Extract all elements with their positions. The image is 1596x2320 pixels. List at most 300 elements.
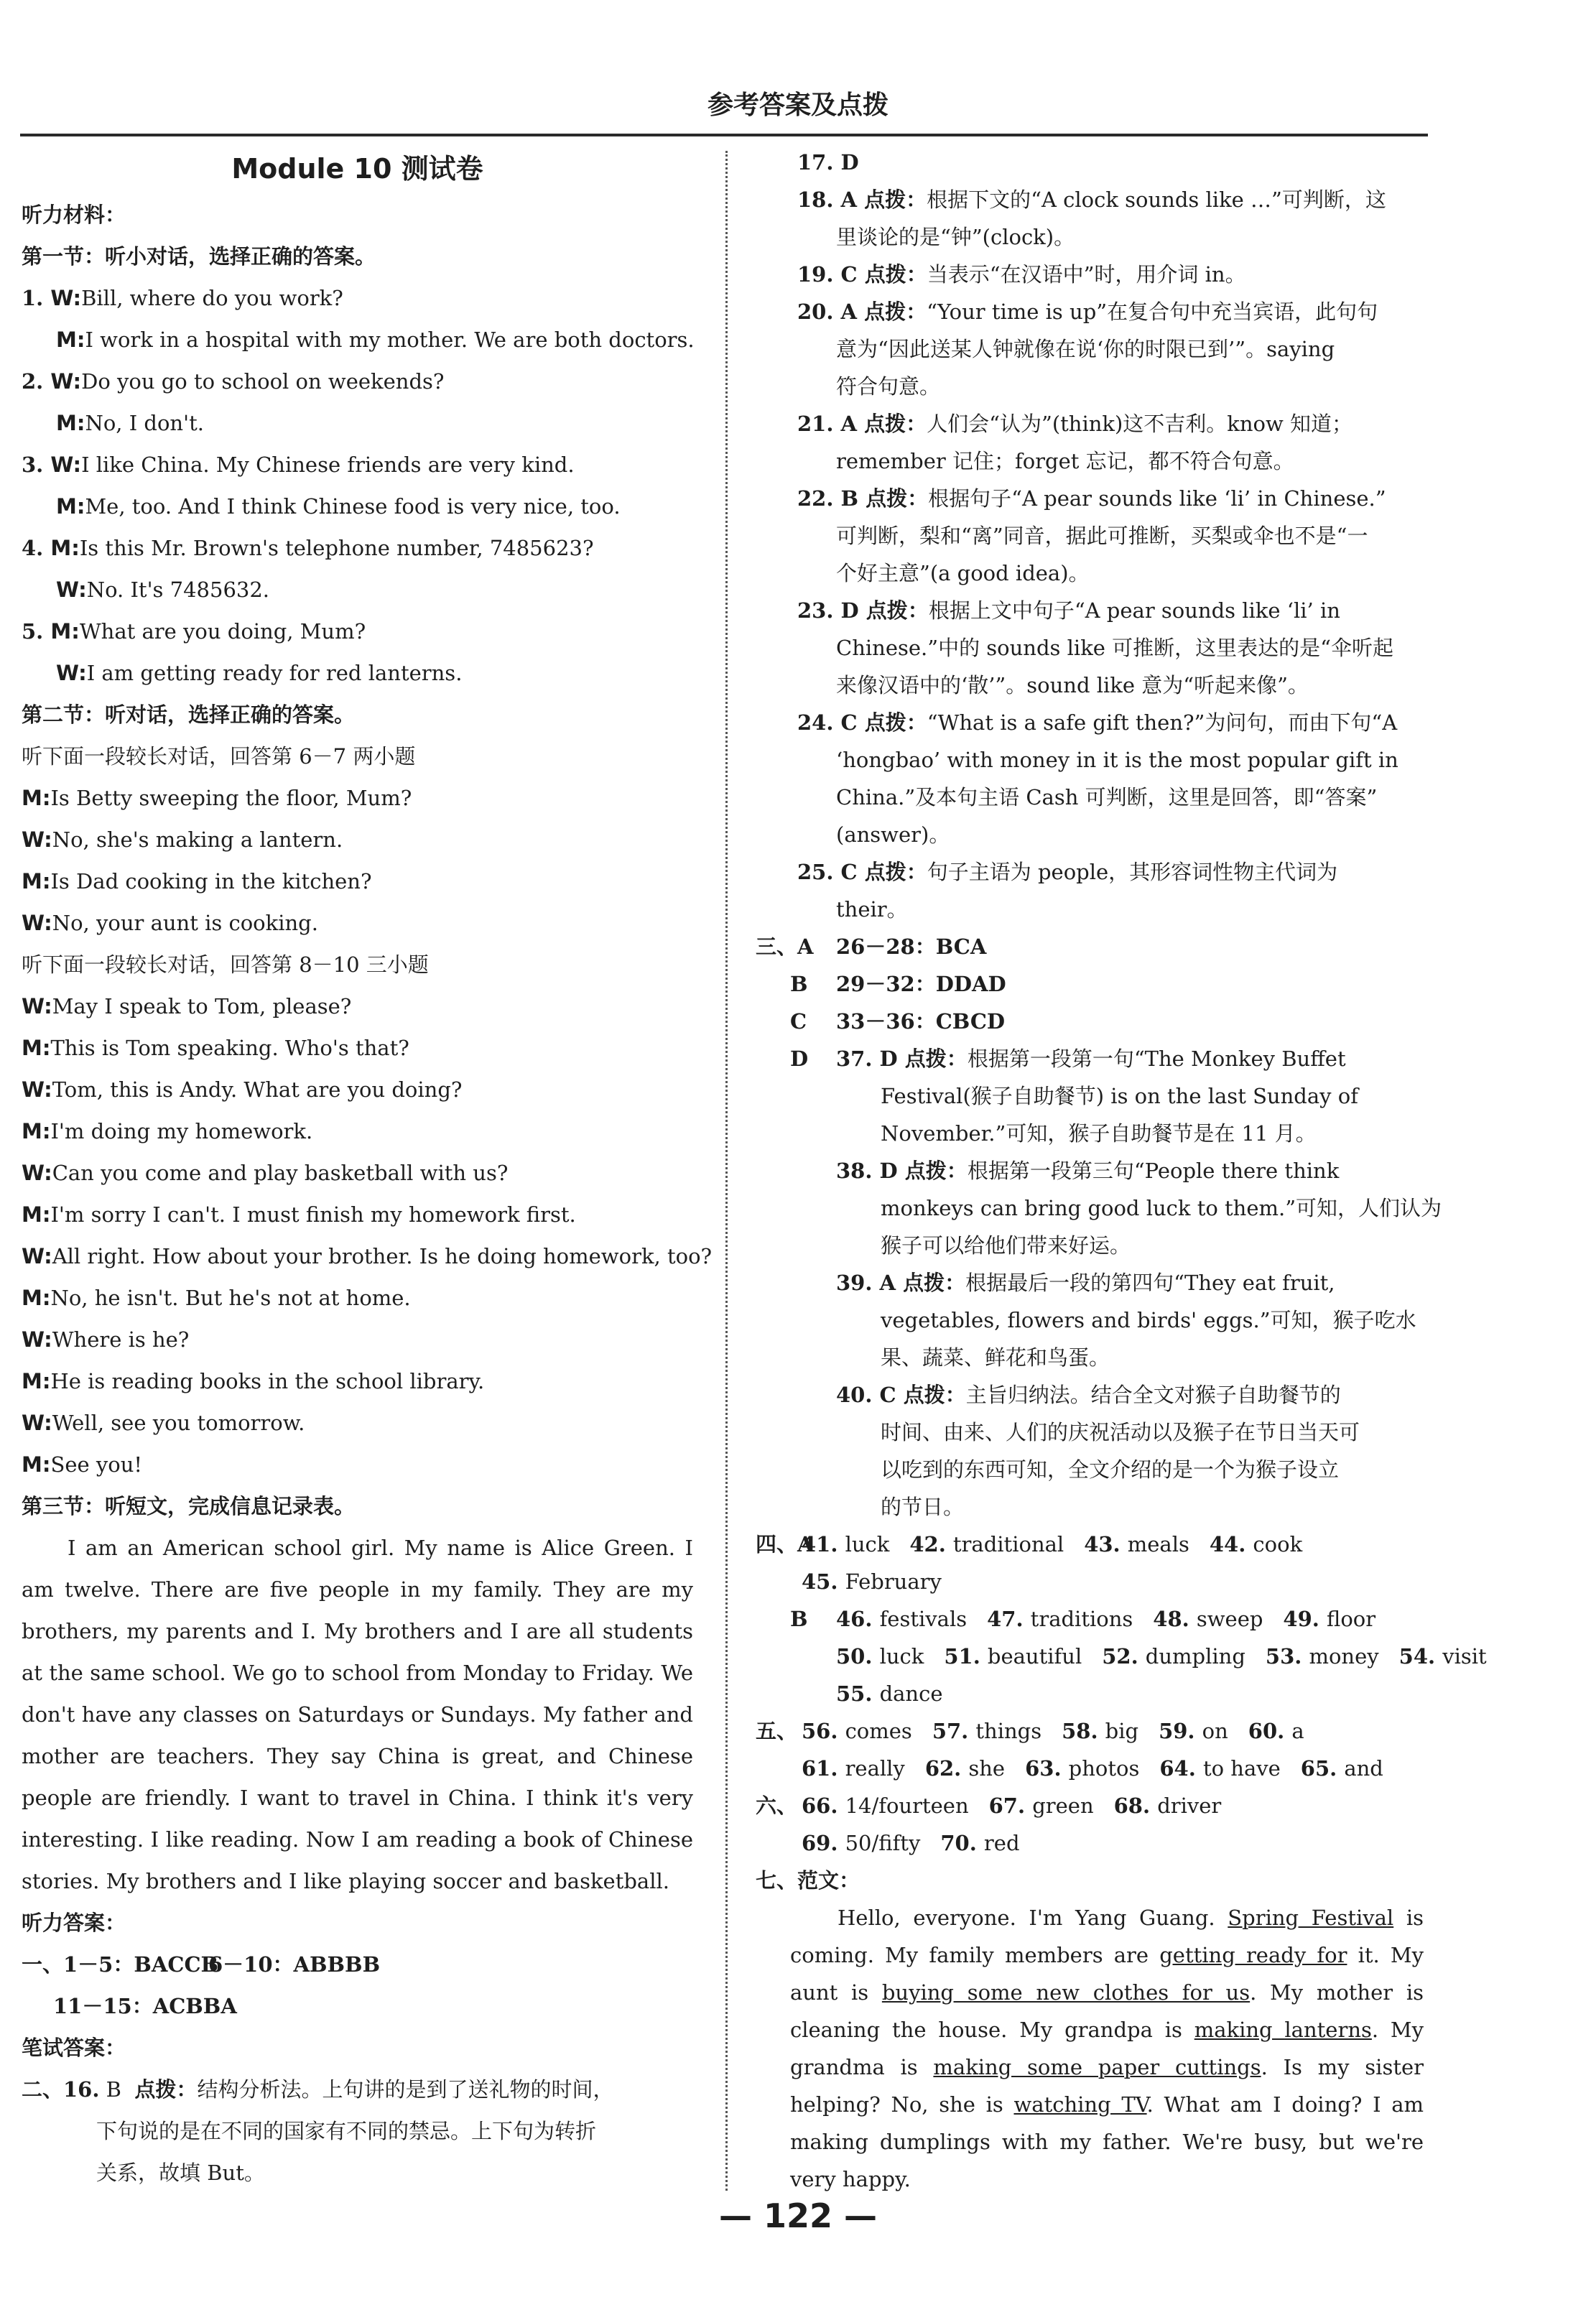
- section4b-line: [756, 1600, 1424, 1638]
- tip-keyword: 点拨：: [864, 860, 927, 884]
- q39-line: [756, 1264, 1424, 1301]
- dialogue-line: [22, 569, 693, 611]
- key-answer: [802, 1563, 942, 1600]
- section7-heading: 七、范文：: [756, 1868, 860, 1893]
- answer-word: really: [845, 1756, 905, 1781]
- answer-number: 64.: [1159, 1756, 1203, 1781]
- question-number: 3.: [22, 453, 51, 477]
- answer-number: 65.: [1300, 1756, 1345, 1781]
- essay-text: . My grandma is: [790, 2018, 1424, 2079]
- answer-word: festivals: [879, 1607, 968, 1631]
- tip-text: 根据句子“A pear sounds like ‘li’ in Chinese.”: [928, 486, 1386, 511]
- dialogue-text: Is this Mr. Brown's telephone number, 7485623?: [79, 536, 594, 560]
- tip-keyword: 点拨：: [864, 710, 927, 735]
- speaker-label: M:: [56, 494, 85, 519]
- key-answer: [1248, 1712, 1304, 1750]
- answer-word: 50/fifty: [845, 1831, 921, 1855]
- dialogue-line: [22, 319, 693, 361]
- dialogue-line: [22, 1402, 693, 1444]
- q21-line: remember 记住；forget 忘记，都不符合句意。: [836, 449, 1294, 473]
- q20-line: [756, 293, 1424, 330]
- answer-word: she: [968, 1756, 1006, 1781]
- speaker-label: W:: [22, 1161, 52, 1185]
- answer-number: 61.: [802, 1756, 845, 1781]
- answer-word: green: [1032, 1794, 1094, 1818]
- key-answer: [1114, 1787, 1222, 1824]
- key-answer: [1025, 1750, 1139, 1787]
- q39-line: vegetables, flowers and birds' eggs.”可知，猴子吃水: [881, 1308, 1416, 1332]
- dialogue-text: What are you doing, Mum?: [79, 619, 366, 644]
- key-answer: [836, 1600, 967, 1638]
- underlined-phrase: buying some new clothes for us: [881, 1980, 1251, 2005]
- left-column: [22, 144, 713, 2194]
- answer-range: 29－32：DDAD: [836, 972, 1006, 996]
- speaker-label: W:: [22, 911, 52, 935]
- speaker-label: M:: [22, 1202, 51, 1227]
- answer-word: luck: [879, 1644, 924, 1669]
- answer-number: 50.: [836, 1644, 880, 1669]
- q37-line: November.”可知，猴子自助餐节是在 11 月。: [881, 1121, 1317, 1146]
- q16-line-3: 关系，故填 But。: [96, 2161, 265, 2185]
- section6-line: [756, 1787, 1424, 1824]
- dialogue-text: All right. How about your brother. Is he doing homework, too?: [52, 1244, 713, 1268]
- tip-keyword: 点拨：: [866, 598, 929, 623]
- essay-text: it. My aunt is: [790, 1943, 1424, 2005]
- speaker-label: W:: [56, 577, 87, 602]
- underlined-phrase: making some paper cuttings: [933, 2055, 1261, 2079]
- q21-line: [756, 405, 1424, 442]
- q39-line: 果、蔬菜、鲜花和鸟蛋。: [881, 1345, 1110, 1370]
- dialogue-text: I'm sorry I can't. I must finish my homework first.: [50, 1202, 576, 1227]
- section4b-line: [756, 1638, 1487, 1675]
- key-answer: [836, 1675, 943, 1712]
- answer-number: 51.: [944, 1644, 988, 1669]
- answer-number: 44.: [1209, 1532, 1253, 1556]
- key-answer: [802, 1750, 905, 1787]
- key-answer: [1301, 1750, 1383, 1787]
- listening-answers-heading: 听力答案：: [22, 1911, 126, 1935]
- q40-line: [756, 1376, 1424, 1414]
- speaker-label: M:: [22, 1036, 51, 1060]
- dialogue-text: This is Tom speaking. Who's that?: [50, 1036, 409, 1060]
- answer-label: 39. A: [836, 1271, 904, 1295]
- dialogue-text: No, he isn't. But he's not at home.: [50, 1286, 411, 1310]
- tip-keyword: 点拨：: [903, 1383, 966, 1407]
- key-answer: [925, 1750, 1005, 1787]
- dialogue-text: May I speak to Tom, please?: [52, 994, 352, 1019]
- answer-label: 24. C: [797, 710, 865, 735]
- tip-text: 当表示“在汉语中”时，用介词 in。: [927, 262, 1246, 287]
- dialogue-line: [22, 1319, 693, 1360]
- tip-text: “What is a safe gift then?”为问句，而由下句“A: [927, 710, 1398, 735]
- section-label: 六、: [756, 1794, 798, 1818]
- tip-text: 人们会“认为”(think)这不吉利。know 知道；: [927, 412, 1353, 436]
- dialogue-text: Me, too. And I think Chinese food is very nice, too.: [85, 494, 621, 519]
- section-label: 三、A: [756, 934, 814, 959]
- q23-line: Chinese.”中的 sounds like 可推断，这里表达的是“伞听起: [836, 636, 1393, 660]
- tip-text: 主旨归纳法。结合全文对猴子自助餐节的: [965, 1383, 1341, 1407]
- dialogue-line: [22, 1235, 713, 1277]
- q37-line: [756, 1040, 1424, 1077]
- speaker-label: M:: [50, 536, 80, 560]
- key-answer: [944, 1638, 1082, 1675]
- answer-number: 43.: [1084, 1532, 1128, 1556]
- key-answer: [836, 1638, 924, 1675]
- answer-word: traditions: [1030, 1607, 1133, 1631]
- answer-label: 17. D: [797, 150, 859, 175]
- answer-number: 55.: [836, 1681, 880, 1706]
- dialogue-text: No, your aunt is cooking.: [52, 911, 318, 935]
- answer-label: 19. C: [797, 262, 865, 287]
- dialogue-line: [22, 819, 693, 860]
- tip-text: “Your time is up”在复合句中充当宾语，此句句: [927, 300, 1378, 324]
- section-label: 五、: [756, 1719, 798, 1743]
- speaker-label: M:: [22, 1452, 51, 1477]
- tip-keyword: 点拨：: [864, 412, 927, 436]
- dialogue-text: Is Betty sweeping the floor, Mum?: [50, 786, 412, 810]
- key-answer: [1399, 1638, 1487, 1675]
- key-answer: [802, 1824, 920, 1862]
- answer-label: 23. D: [797, 598, 866, 623]
- answer-number: 63.: [1025, 1756, 1069, 1781]
- dialogue-text: I like China. My Chinese friends are very kind.: [81, 453, 575, 477]
- dialogue-text: I'm doing my homework.: [50, 1119, 313, 1143]
- tip-text: 根据第一段第一句“The Monkey Buffet: [967, 1047, 1346, 1071]
- dialogue-line: [22, 486, 693, 527]
- answer-range: 26－28：BCA: [836, 934, 987, 959]
- dialogue-text: He is reading books in the school library.: [50, 1369, 485, 1393]
- section3-answer-line: [756, 928, 1424, 965]
- dialogue-line: [22, 402, 693, 444]
- key-answer: [1283, 1600, 1375, 1638]
- dialogue-text: Tom, this is Andy. What are you doing?: [52, 1077, 463, 1102]
- key-answer: [1153, 1600, 1263, 1638]
- speaker-label: W:: [50, 286, 82, 310]
- answer-word: to have: [1202, 1756, 1281, 1781]
- dialogue-line: [22, 985, 693, 1027]
- dialogue-line: [22, 1444, 693, 1485]
- written-answers-heading: 笔试答案：: [22, 2036, 126, 2060]
- answer-number: 48.: [1153, 1607, 1197, 1631]
- speaker-label: W:: [22, 1244, 52, 1268]
- q20-line: 符合句意。: [836, 374, 941, 399]
- page-number: — 122 —: [718, 2196, 878, 2235]
- listening-answers-line-1: 一、1－5：BACCB6－10：ABBBB: [22, 1952, 381, 1977]
- answer-number: 67.: [988, 1794, 1033, 1818]
- answer-number: 53.: [1265, 1644, 1309, 1669]
- answer-word: luck: [845, 1532, 890, 1556]
- dialogue-text: Do you go to school on weekends?: [81, 369, 445, 394]
- module-title: Module 10 测试卷: [231, 153, 483, 185]
- q22-line: 个好主意”(a good idea)。: [836, 561, 1090, 585]
- dialogue-line: [22, 652, 693, 694]
- section1-heading: 第一节：听小对话，选择正确的答案。: [22, 244, 376, 269]
- q19-line: [756, 256, 1424, 293]
- q40-line: 的节日。: [881, 1495, 965, 1519]
- speaker-label: M:: [50, 619, 80, 644]
- question-number: 2.: [22, 369, 51, 394]
- dialogue-line: [22, 1194, 693, 1235]
- dialogue-line: [22, 777, 693, 819]
- answer-word: and: [1344, 1756, 1383, 1781]
- answer-word: dumpling: [1145, 1644, 1245, 1669]
- question-number: 5.: [22, 619, 51, 644]
- essay-text: . My mother is cleaning the house. My grandpa is: [790, 1980, 1424, 2042]
- q24-line: ‘hongbao’ with money in it is the most popular gift in: [836, 748, 1398, 772]
- speaker-label: M:: [22, 1286, 51, 1310]
- dialogue-line: [22, 860, 693, 902]
- tip-keyword: 点拨：: [864, 187, 927, 212]
- section4a-line: [756, 1526, 1424, 1563]
- q17-line: [756, 144, 1424, 181]
- key-answer: [1210, 1526, 1302, 1563]
- speaker-label: W:: [56, 661, 87, 685]
- dialogue-line: [22, 1069, 693, 1110]
- dialogue-line: [22, 1110, 693, 1152]
- answer-number: 45.: [802, 1569, 845, 1594]
- column-divider: [725, 151, 728, 2191]
- answer-word: red: [983, 1831, 1020, 1855]
- tip-keyword: 点拨：: [904, 1047, 968, 1071]
- answer-number: 69.: [802, 1831, 845, 1855]
- section6-line: [756, 1824, 1424, 1862]
- speaker-label: W:: [22, 1077, 52, 1102]
- dialogue-text: Where is he?: [52, 1327, 190, 1352]
- answer-word: dance: [879, 1681, 943, 1706]
- tip-keyword: 点拨：: [903, 1271, 966, 1295]
- speaker-label: M:: [56, 411, 85, 435]
- answer-number: 46.: [836, 1607, 880, 1631]
- question-number: 1.: [22, 286, 51, 310]
- speaker-label: W:: [22, 1411, 52, 1435]
- answer-number: 62.: [924, 1756, 969, 1781]
- tip-text: 根据最后一段的第四句“They eat fruit,: [965, 1271, 1335, 1295]
- answer-word: photos: [1068, 1756, 1140, 1781]
- dialogue-line: [22, 444, 693, 486]
- listening-heading: 听力材料：: [22, 203, 126, 227]
- answer-label: 25. C: [797, 860, 865, 884]
- section4a-line: [756, 1563, 1424, 1600]
- answer-range: 33－36：CBCD: [836, 1009, 1006, 1034]
- answer-word: visit: [1442, 1644, 1487, 1669]
- tip-keyword: 点拨：: [864, 262, 927, 287]
- tip-keyword: 点拨：: [866, 486, 929, 511]
- underlined-phrase: Spring Festival: [1228, 1906, 1394, 1930]
- key-answer: [932, 1712, 1041, 1750]
- answer-number: 70.: [940, 1831, 984, 1855]
- answer-word: February: [845, 1569, 942, 1594]
- answer-number: 59.: [1159, 1719, 1202, 1743]
- key-answer: [802, 1712, 912, 1750]
- underlined-phrase: making lanterns: [1194, 2018, 1372, 2042]
- dialogue-text: Bill, where do you work?: [81, 286, 343, 310]
- q23-line: 来像汉语中的‘散’”。sound like 意为“听起来像”。: [836, 673, 1309, 697]
- q22-line: 可判断，梨和“离”同音，据此可推断，买梨或伞也不是“一: [836, 524, 1368, 548]
- key-answer: [802, 1526, 889, 1563]
- section-label: 四、A: [756, 1532, 814, 1556]
- answer-number: 41.: [802, 1532, 845, 1556]
- header-rule: [20, 134, 1428, 136]
- q40-line: 时间、由来、人们的庆祝活动以及猴子在节日当天可: [881, 1420, 1360, 1444]
- key-answer: [909, 1526, 1064, 1563]
- key-answer: [1084, 1526, 1189, 1563]
- section-label: D: [790, 1047, 809, 1071]
- tip-text: 根据下文的“A clock sounds like …”可判断，这: [927, 187, 1386, 212]
- dialogue-line: [22, 1027, 693, 1069]
- answer-number: 42.: [909, 1532, 953, 1556]
- dialogue-line: [22, 277, 693, 319]
- question-number: 4.: [22, 536, 51, 560]
- answer-label: 18. A: [797, 187, 865, 212]
- essay-text: . What am I doing? I am making dumplings with my father. We're busy, but we're very happy.: [790, 2092, 1424, 2191]
- right-column: [756, 144, 1487, 2198]
- answer-word: meals: [1127, 1532, 1189, 1556]
- key-answer: [1102, 1638, 1245, 1675]
- dialogue-text: Well, see you tomorrow.: [52, 1411, 305, 1435]
- dialogue-text: Can you come and play basketball with us?: [52, 1161, 509, 1185]
- section-label: C: [790, 1009, 807, 1034]
- answer-word: money: [1309, 1644, 1379, 1669]
- section3-heading: 第三节：听短文，完成信息记录表。: [22, 1494, 356, 1518]
- answer-number: 66.: [802, 1794, 845, 1818]
- speaker-label: M:: [56, 328, 85, 352]
- answer-word: traditional: [952, 1532, 1064, 1556]
- dialogue-text: I work in a hospital with my mother. We are both doctors.: [85, 328, 695, 352]
- dialogue-line: [22, 1152, 693, 1194]
- dialogue-line: [22, 611, 693, 652]
- q18-line: [756, 181, 1424, 218]
- dialogue-line: [22, 902, 693, 944]
- dialogue-2: [22, 985, 713, 1485]
- dialogue-line: [22, 1360, 693, 1402]
- q38-line: monkeys can bring good luck to them.”可知，人们认为: [881, 1196, 1442, 1220]
- essay-text: Hello, everyone. I'm Yang Guang.: [838, 1906, 1228, 1930]
- tip-text: 根据第一段第三句“People there think: [967, 1159, 1340, 1183]
- answer-number: 56.: [802, 1719, 845, 1743]
- underlined-phrase: getting ready for: [1159, 1943, 1347, 1967]
- answer-label: 21. A: [797, 412, 865, 436]
- q24-line: (answer)。: [836, 822, 950, 847]
- q25-line: their。: [836, 897, 908, 922]
- answer-word: cook: [1253, 1532, 1303, 1556]
- key-answer: [987, 1600, 1133, 1638]
- dialogue-text: Is Dad cooking in the kitchen?: [50, 869, 372, 894]
- q38-line: 猴子可以给他们带来好运。: [881, 1233, 1131, 1258]
- answer-number: 52.: [1102, 1644, 1146, 1669]
- q40-line: 以吃到的东西可知，全文介绍的是一个为猴子设立: [881, 1457, 1340, 1482]
- section2-intro-1: 听下面一段较长对话，回答第 6－7 两小题: [22, 744, 416, 769]
- key-answer: [989, 1787, 1094, 1824]
- speaker-label: M:: [22, 1119, 51, 1143]
- speaker-label: W:: [50, 453, 82, 477]
- key-answer: [802, 1787, 969, 1824]
- page-header: 参考答案及点拨: [707, 91, 889, 120]
- speaker-label: W:: [22, 1327, 52, 1352]
- dialogue-text: No. It's 7485632.: [86, 577, 270, 602]
- answer-word: comes: [845, 1719, 912, 1743]
- answer-word: things: [975, 1719, 1042, 1743]
- answer-word: big: [1105, 1719, 1139, 1743]
- q25-line: [756, 853, 1424, 891]
- essay-text: is coming. My family members are: [790, 1906, 1424, 1967]
- dialogue-1: [22, 777, 693, 944]
- q16-line-1: 二、16. B 点拨：结构分析法。上句讲的是到了送礼物的时间，: [22, 2077, 614, 2102]
- section3-answer-line: [756, 1003, 1424, 1040]
- answer-number: 60.: [1248, 1719, 1292, 1743]
- speaker-label: W:: [22, 994, 52, 1019]
- answer-word: beautiful: [987, 1644, 1082, 1669]
- q16-line-2: 下句说的是在不同的国家有不同的禁忌。上下句为转折: [96, 2119, 597, 2143]
- q24-line: [756, 704, 1424, 741]
- answer-label: 22. B: [797, 486, 866, 511]
- dialogue-line: [22, 1277, 693, 1319]
- q18-line: 里谈论的是“钟”(clock)。: [836, 225, 1075, 249]
- q23-line: [756, 592, 1424, 629]
- model-essay: [756, 1899, 1424, 2198]
- section4b-line: [756, 1675, 1424, 1712]
- listening-passage: I am an American school girl. My name is Alice Green. I am twelve. There are five people in my family. They are my brothers, my parents and I. My brothers and I are all students at the same school. We go to school from Monday to Friday. We don't have any classes on Saturdays or Sundays. My father and mother are teachers. They say China is great, and Chinese people are friendly. I want to travel in China. I think it's very interesting. I like reading. Now I am reading a book of Chinese stories. My brothers and I like playing soccer and basketball.: [22, 1536, 693, 1893]
- section2-heading: 第二节：听对话，选择正确的答案。: [22, 702, 356, 727]
- q38-line: [756, 1152, 1424, 1189]
- section5-line: [756, 1750, 1424, 1787]
- essay-text: . Is my sister helping? No, she is: [790, 2055, 1424, 2117]
- key-answer: [1266, 1638, 1379, 1675]
- dialogue-text: No, she's making a lantern.: [52, 827, 343, 852]
- section5-line: [756, 1712, 1424, 1750]
- answer-label: 38. D: [836, 1159, 905, 1183]
- key-answer: [940, 1824, 1019, 1862]
- answer-word: sweep: [1196, 1607, 1263, 1631]
- answer-number: 68.: [1113, 1794, 1158, 1818]
- tip-text: 根据上文中句子“A pear sounds like ‘li’ in: [928, 598, 1340, 623]
- key-answer: [1159, 1712, 1228, 1750]
- speaker-label: M:: [22, 1369, 51, 1393]
- answer-word: on: [1202, 1719, 1228, 1743]
- speaker-label: M:: [22, 869, 51, 894]
- tip-text: 句子主语为 people，其形容词性物主代词为: [927, 860, 1338, 884]
- speaker-label: M:: [22, 786, 51, 810]
- answer-label: 20. A: [797, 300, 865, 324]
- q24-line: China.”及本句主语 Cash 可判断，这里是回答，即“答案”: [836, 785, 1378, 809]
- answer-number: 49.: [1283, 1607, 1327, 1631]
- dialogue-text: No, I don't.: [85, 411, 204, 435]
- answer-word: a: [1291, 1719, 1304, 1743]
- key-answer: [1062, 1712, 1138, 1750]
- answer-word: 14/fourteen: [845, 1794, 969, 1818]
- dialogue-line: [22, 361, 693, 402]
- answer-number: 54.: [1398, 1644, 1443, 1669]
- answer-label: 40. C: [836, 1383, 904, 1407]
- dialogue-line: [22, 527, 693, 569]
- section2-intro-2: 听下面一段较长对话，回答第 8－10 三小题: [22, 952, 429, 977]
- q20-line: 意为“因此送某人钟就像在说‘你的时限已到’”。saying: [836, 337, 1335, 361]
- q37-line: Festival(猴子自助餐节) is on the last Sunday of: [881, 1084, 1358, 1108]
- answer-number: 57.: [932, 1719, 976, 1743]
- q22-line: [756, 480, 1424, 517]
- section-label: B: [790, 1607, 808, 1631]
- speaker-label: W:: [22, 827, 52, 852]
- answer-number: 58.: [1062, 1719, 1105, 1743]
- listening-answers-line-2: 11－15：ACBBA: [53, 1994, 237, 2018]
- speaker-label: W:: [50, 369, 82, 394]
- section3-answer-line: [756, 965, 1424, 1003]
- underlined-phrase: watching TV: [1013, 2092, 1147, 2117]
- tip-keyword: 点拨：: [904, 1159, 968, 1183]
- section-label: B: [790, 972, 808, 996]
- dialogue-text: See you!: [50, 1452, 143, 1477]
- tip-keyword: 点拨：: [864, 300, 927, 324]
- key-answer: [1159, 1750, 1280, 1787]
